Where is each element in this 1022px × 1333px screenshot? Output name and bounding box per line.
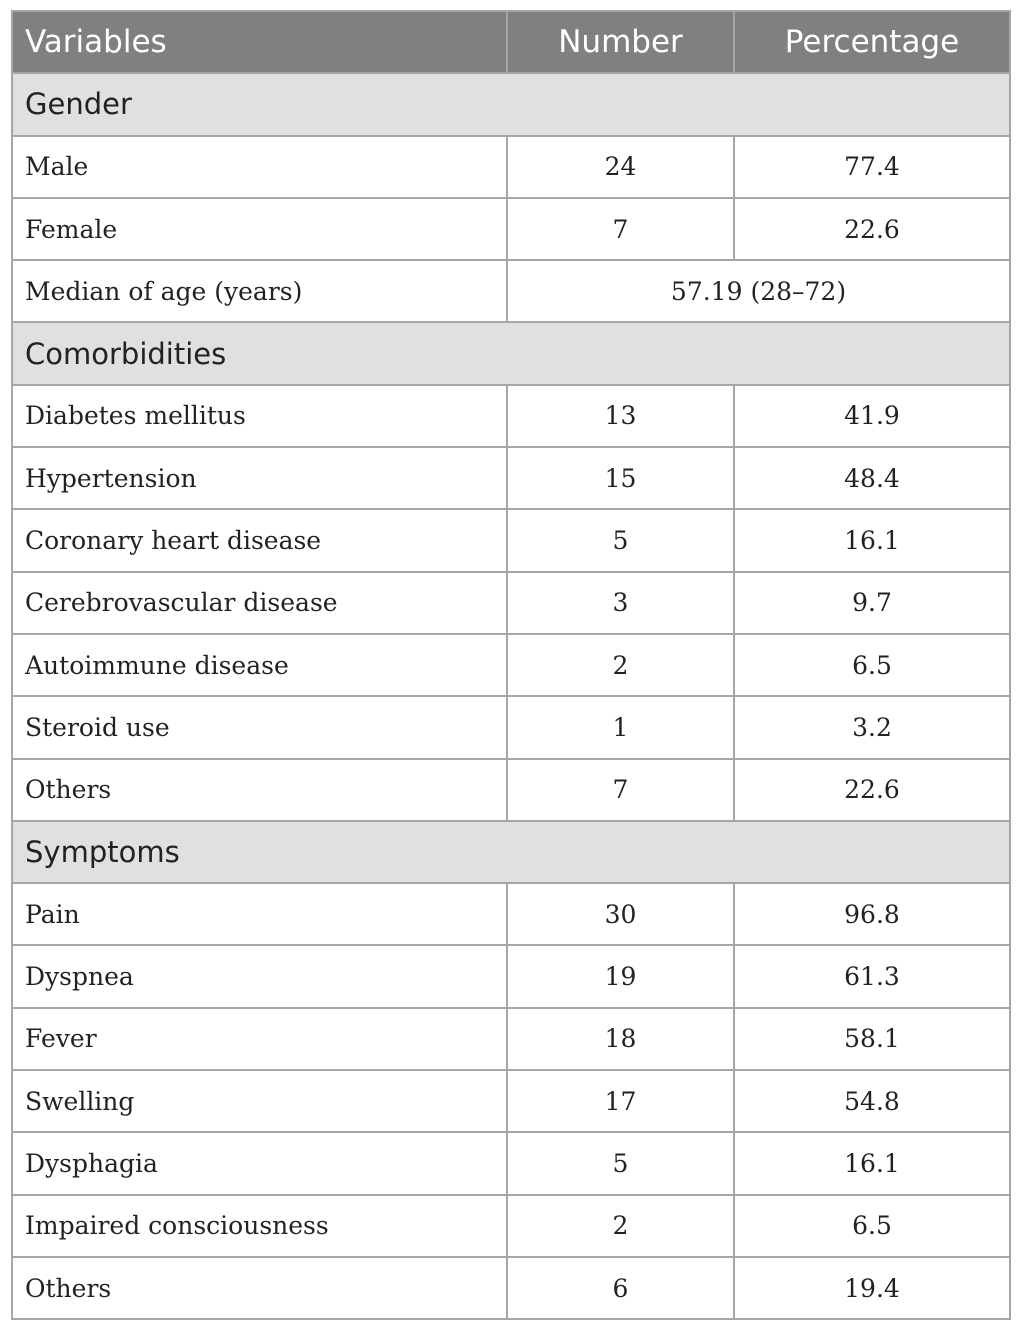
- row-percentage: 48.4: [734, 447, 1010, 509]
- row-number: 7: [507, 759, 734, 821]
- table-row: [12, 883, 1010, 945]
- row-label: Hypertension: [12, 447, 507, 509]
- row-number: 5: [507, 509, 734, 571]
- header-variables: Variables: [12, 11, 507, 73]
- table-row: [12, 759, 1010, 821]
- table-row: [12, 198, 1010, 260]
- row-label: Pain: [12, 883, 507, 945]
- row-percentage: 6.5: [734, 1195, 1010, 1257]
- row-label: Median of age (years): [12, 260, 507, 322]
- row-number: 2: [507, 1195, 734, 1257]
- section-title: Symptoms: [12, 821, 1010, 883]
- row-number: 1: [507, 696, 734, 758]
- table-row: [12, 572, 1010, 634]
- row-label: Dysphagia: [12, 1132, 507, 1194]
- row-number: 13: [507, 385, 734, 447]
- table-row: [12, 447, 1010, 509]
- row-label: Others: [12, 1257, 507, 1319]
- row-percentage: 16.1: [734, 509, 1010, 571]
- table-row: [12, 1132, 1010, 1194]
- table-row-median-age: [12, 260, 1010, 322]
- row-label: Steroid use: [12, 696, 507, 758]
- row-number: 3: [507, 572, 734, 634]
- row-label: Dyspnea: [12, 945, 507, 1007]
- section-row-gender: [12, 73, 1010, 135]
- section-title: Gender: [12, 73, 1010, 135]
- row-label: Impaired consciousness: [12, 1195, 507, 1257]
- table-row: [12, 1070, 1010, 1132]
- row-percentage: 9.7: [734, 572, 1010, 634]
- row-number: 19: [507, 945, 734, 1007]
- table-row: [12, 1008, 1010, 1070]
- section-row-comorbidities: [12, 322, 1010, 384]
- data-table: [11, 10, 1011, 1320]
- section-row-symptoms: [12, 821, 1010, 883]
- table-row: [12, 1195, 1010, 1257]
- table-row: [12, 634, 1010, 696]
- row-label: Others: [12, 759, 507, 821]
- row-percentage: 41.9: [734, 385, 1010, 447]
- row-label: Diabetes mellitus: [12, 385, 507, 447]
- row-percentage: 19.4: [734, 1257, 1010, 1319]
- row-label: Swelling: [12, 1070, 507, 1132]
- row-number: 24: [507, 136, 734, 198]
- row-label: Autoimmune disease: [12, 634, 507, 696]
- row-percentage: 22.6: [734, 759, 1010, 821]
- row-percentage: 61.3: [734, 945, 1010, 1007]
- section-title: Comorbidities: [12, 322, 1010, 384]
- row-label: Male: [12, 136, 507, 198]
- row-label: Cerebrovascular disease: [12, 572, 507, 634]
- row-number: 30: [507, 883, 734, 945]
- table-row: [12, 1257, 1010, 1319]
- row-percentage: 22.6: [734, 198, 1010, 260]
- row-number: 7: [507, 198, 734, 260]
- row-label: Coronary heart disease: [12, 509, 507, 571]
- row-percentage: 77.4: [734, 136, 1010, 198]
- row-number: 15: [507, 447, 734, 509]
- row-number: 18: [507, 1008, 734, 1070]
- table-row: [12, 945, 1010, 1007]
- row-percentage: 16.1: [734, 1132, 1010, 1194]
- row-label: Fever: [12, 1008, 507, 1070]
- row-number: 6: [507, 1257, 734, 1319]
- row-number: 5: [507, 1132, 734, 1194]
- table-row: [12, 136, 1010, 198]
- header-row: [12, 11, 1010, 73]
- row-percentage: 96.8: [734, 883, 1010, 945]
- table-row: [12, 385, 1010, 447]
- row-percentage: 3.2: [734, 696, 1010, 758]
- row-label: Female: [12, 198, 507, 260]
- row-percentage: 6.5: [734, 634, 1010, 696]
- row-number: 2: [507, 634, 734, 696]
- table-row: [12, 696, 1010, 758]
- table-row: [12, 509, 1010, 571]
- row-merged-value: 57.19 (28–72): [507, 260, 1010, 322]
- header-number: Number: [507, 11, 734, 73]
- row-percentage: 54.8: [734, 1070, 1010, 1132]
- header-percentage: Percentage: [734, 11, 1010, 73]
- row-percentage: 58.1: [734, 1008, 1010, 1070]
- row-number: 17: [507, 1070, 734, 1132]
